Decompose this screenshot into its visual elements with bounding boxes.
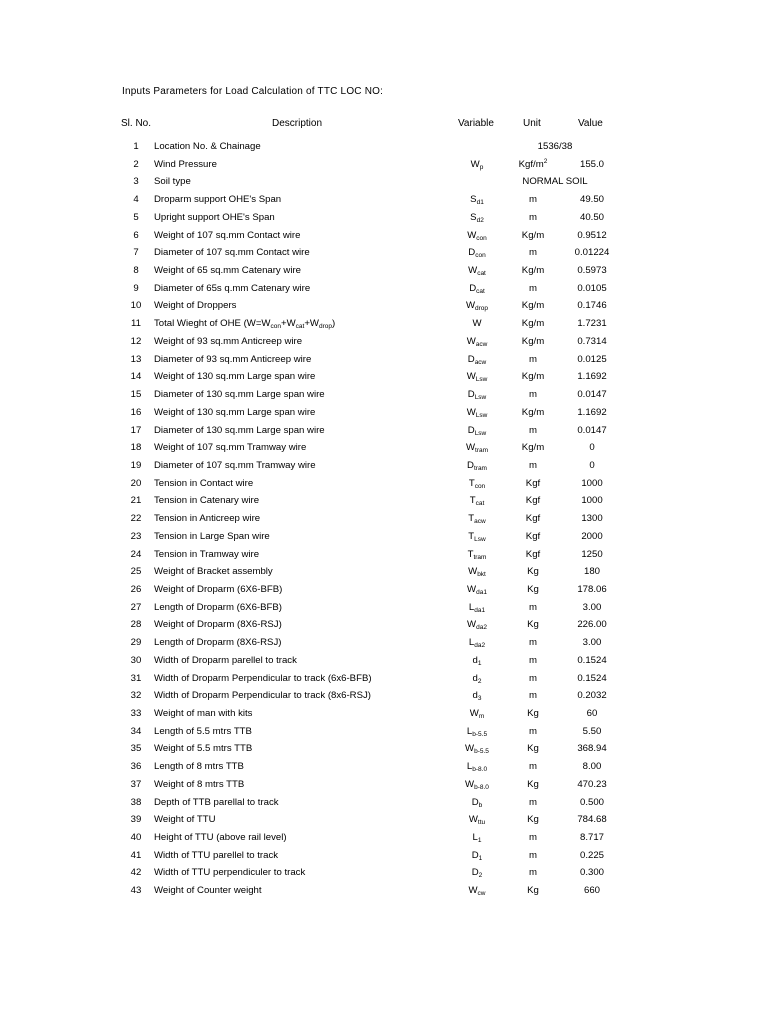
row-unit: Kgf: [525, 530, 541, 542]
table-row: [0, 705, 768, 723]
row-variable: $d_3$: [472, 690, 482, 703]
row-value: 8.717: [579, 832, 604, 844]
row-description: Height of TTU (above rail level): [154, 832, 287, 844]
row-value: 155.0: [579, 158, 604, 170]
row-sl-no: 23: [130, 530, 142, 542]
table-row: [0, 156, 768, 174]
row-value: 0.01224: [574, 247, 610, 259]
row-value: 1.1692: [577, 371, 607, 383]
row-variable: $W_{Lsw}$: [466, 406, 488, 419]
table-row: [0, 634, 768, 652]
row-sl-no: 5: [133, 211, 139, 223]
row-variable: $L_{b-8.0}$: [466, 761, 488, 774]
table-row: [0, 244, 768, 262]
row-description: Weight of Counter weight: [154, 885, 262, 897]
row-variable: $L_{da1}$: [468, 601, 486, 614]
row-variable: $W_{tram}$: [465, 442, 489, 455]
row-variable: $W_{cw}$: [468, 885, 486, 898]
row-unit: Kg: [527, 814, 539, 826]
row-value: 660: [583, 885, 600, 897]
row-variable: $D_{acw}$: [467, 353, 487, 366]
row-unit: m: [529, 725, 537, 737]
table-row: [0, 404, 768, 422]
row-unit: Kg: [527, 708, 539, 719]
table-row: [0, 882, 768, 900]
table-row: [0, 652, 768, 670]
row-variable: $d_2$: [472, 672, 482, 685]
row-sl-no: 6: [133, 229, 139, 241]
row-unit: Kg/m: [521, 371, 545, 383]
row-unit: m: [529, 247, 537, 259]
row-value: 0.300: [579, 867, 604, 879]
row-description: Length of Droparm (6X6-BFB): [154, 601, 282, 613]
header-value: Value: [578, 118, 603, 129]
row-description: Length of Droparm (8X6-RSJ): [154, 637, 282, 649]
row-description: Diameter of 107 sq.mm Tramway wire: [154, 459, 316, 471]
row-unit: m: [529, 654, 537, 666]
row-description: Weight of Droparm (6X6-BFB): [154, 583, 283, 595]
row-sl-no: 13: [130, 353, 142, 365]
row-description: Depth of TTB parellal to track: [154, 796, 279, 808]
table-row: [0, 475, 768, 493]
row-unit: m: [529, 761, 537, 773]
table-row: [0, 262, 768, 280]
row-variable: $D_{Lsw}$: [467, 389, 487, 402]
table-row: [0, 581, 768, 599]
row-unit: Kg: [527, 619, 539, 631]
row-value: 0.500: [579, 796, 604, 808]
row-value: 0.0105: [577, 282, 607, 294]
row-description: Weight of Droparm (8X6-RSJ): [154, 619, 282, 631]
row-sl-no: 20: [130, 477, 142, 489]
table-row: [0, 209, 768, 227]
row-unit: Kgf: [525, 495, 541, 507]
header-variable: Variable: [458, 118, 494, 129]
row-description: Diameter of 65s q.mm Catenary wire: [154, 282, 311, 294]
table-row: [0, 315, 768, 333]
row-sl-no: 2: [133, 158, 139, 170]
row-sl-no: 1: [133, 141, 139, 152]
row-unit: Kg: [527, 778, 539, 790]
row-description: Weight of 107 sq.mm Contact wire: [154, 229, 301, 241]
row-variable: $d_1$: [472, 654, 482, 667]
row-sl-no: 30: [130, 654, 142, 666]
row-value: 470.23: [577, 778, 607, 790]
row-description: Tension in Tramway wire: [154, 548, 260, 560]
row-unit: m: [529, 637, 537, 649]
row-sl-no: 36: [130, 761, 142, 773]
row-description: Weight of Droppers: [154, 300, 237, 312]
row-variable: $W_{cat}$: [468, 265, 486, 278]
row-unit: Kgf: [525, 513, 541, 525]
table-row: [0, 297, 768, 315]
row-value: 2000: [581, 530, 603, 542]
row-sl-no: 4: [133, 194, 139, 206]
row-sl-no: 25: [130, 566, 142, 578]
row-description: Diameter of 130 sq.mm Large span wire: [154, 424, 325, 436]
table-row: [0, 227, 768, 245]
table-row: [0, 794, 768, 812]
row-value: 0.0147: [577, 389, 607, 401]
row-value: NORMAL SOIL: [522, 176, 588, 188]
row-value: 180: [583, 566, 600, 578]
row-variable: $W_{con}$: [467, 229, 487, 242]
row-value: 0.1524: [577, 672, 607, 684]
row-sl-no: 28: [130, 619, 142, 631]
row-variable: $L_{da2}$: [468, 637, 486, 650]
row-description: Soil type: [154, 176, 191, 188]
row-value: 5.50: [582, 725, 602, 737]
row-value: 1000: [581, 477, 603, 489]
row-sl-no: 32: [130, 690, 142, 702]
row-value: 178.06: [577, 583, 607, 595]
row-sl-no: 33: [130, 708, 142, 719]
row-description: Diameter of 107 sq.mm Contact wire: [154, 247, 310, 259]
row-unit: Kg/m: [521, 442, 545, 454]
row-description: Droparm support OHE's Span: [154, 194, 282, 206]
row-unit: m: [529, 849, 537, 861]
row-sl-no: 24: [130, 548, 142, 560]
row-unit: Kgf/$m^2$: [518, 157, 548, 170]
row-description: Weight of Bracket assembly: [154, 566, 273, 578]
table-row: [0, 563, 768, 581]
row-variable: $W_p$: [470, 158, 484, 171]
table-row: [0, 457, 768, 475]
row-sl-no: 15: [130, 389, 142, 401]
row-sl-no: 14: [130, 371, 142, 383]
row-sl-no: 9: [133, 282, 139, 294]
header-unit: Unit: [523, 118, 541, 129]
row-description: Length of 5.5 mtrs TTB: [154, 725, 252, 737]
table-row: [0, 776, 768, 794]
row-description: Weight of 93 sq.mm Anticreep wire: [154, 335, 303, 347]
row-value: 3.00: [582, 601, 602, 613]
row-variable: $D_{con}$: [468, 247, 486, 260]
row-variable: $W_{da1}$: [467, 583, 487, 596]
row-value: 1.7231: [577, 318, 607, 330]
row-sl-no: 26: [130, 583, 142, 595]
row-value: 49.50: [579, 194, 604, 206]
row-unit: m: [529, 672, 537, 684]
row-unit: m: [529, 353, 537, 365]
table-row: [0, 546, 768, 564]
table-row: [0, 758, 768, 776]
row-sl-no: 17: [130, 424, 142, 436]
table-row: [0, 829, 768, 847]
row-variable: $D_{cat}$: [469, 282, 485, 295]
page-title: Inputs Parameters for Load Calculation of TTC LOC NO:: [122, 86, 384, 97]
row-sl-no: 43: [130, 885, 142, 897]
row-value: 60: [586, 708, 598, 719]
row-description: Tension in Large Span wire: [154, 530, 270, 542]
row-variable: $T_{Lsw}$: [468, 530, 486, 543]
row-variable: $W_m$: [469, 708, 485, 720]
row-unit: m: [529, 459, 537, 471]
table-row: [0, 599, 768, 617]
row-unit: m: [529, 389, 537, 401]
row-description: Location No. & Chainage: [154, 141, 261, 152]
row-description: Width of Droparm Perpendicular to track (6x6-BFB): [154, 672, 372, 684]
row-unit: Kg/m: [521, 406, 545, 418]
row-sl-no: 3: [133, 176, 139, 188]
row-sl-no: 35: [130, 743, 142, 755]
row-description: Weight of 8 mtrs TTB: [154, 778, 245, 790]
table-row: [0, 191, 768, 209]
row-variable: $W_{b-8.0}$: [465, 778, 489, 791]
row-sl-no: 19: [130, 459, 142, 471]
row-value: 1.1692: [577, 406, 607, 418]
table-row: [0, 740, 768, 758]
row-description: Width of Droparm parellel to track: [154, 654, 297, 666]
row-value: 0.0125: [577, 353, 607, 365]
row-unit: Kg/m: [521, 300, 545, 312]
row-unit: m: [529, 424, 537, 436]
row-unit: Kg: [527, 885, 539, 897]
row-unit: Kg: [527, 566, 539, 578]
table-row: [0, 138, 768, 156]
table-row: [0, 351, 768, 369]
row-variable: $T_{con}$: [468, 477, 486, 490]
table-row: [0, 616, 768, 634]
row-value: 0.225: [579, 849, 604, 861]
row-description: Weight of 130 sq.mm Large span wire: [154, 406, 316, 418]
row-description: Width of TTU perpendiculer to track: [154, 867, 306, 879]
row-description: Tension in Catenary wire: [154, 495, 260, 507]
row-variable: $W_{acw}$: [466, 335, 488, 348]
row-description: Width of Droparm Perpendicular to track (8x6-RSJ): [154, 690, 371, 702]
table-row: [0, 528, 768, 546]
row-description: Total Wieght of OHE $(W=W_{con}+W_{cat}+W_{drop})$: [154, 318, 336, 331]
row-unit: Kgf: [525, 548, 541, 560]
row-description: Diameter of 93 sq.mm Anticreep wire: [154, 353, 312, 365]
row-variable: $S_{d1}$: [470, 194, 484, 207]
row-description: Tension in Contact wire: [154, 477, 254, 489]
row-unit: m: [529, 211, 537, 223]
row-value: 0.5973: [577, 265, 607, 277]
header-sl-no: Sl. No.: [121, 118, 152, 129]
row-variable: $T_{acw}$: [468, 513, 486, 526]
row-value: 0: [589, 442, 595, 454]
row-sl-no: 27: [130, 601, 142, 613]
row-unit: Kg/m: [521, 335, 545, 347]
row-sl-no: 40: [130, 832, 142, 844]
row-description: Weight of 65 sq.mm Catenary wire: [154, 265, 301, 277]
row-variable: $L_1$: [472, 832, 482, 845]
row-description: Upright support OHE's Span: [154, 211, 275, 223]
table-row: [0, 173, 768, 191]
row-variable: $W_{drop}$: [465, 300, 489, 313]
row-value: 0.2032: [577, 690, 607, 702]
row-sl-no: 8: [133, 265, 139, 277]
row-sl-no: 11: [131, 318, 141, 330]
row-description: Length of 8 mtrs TTB: [154, 761, 244, 773]
row-value: 1250: [581, 548, 603, 560]
row-description: Weight of 130 sq.mm Large span wire: [154, 371, 316, 383]
row-description: Weight of TTU: [154, 814, 216, 826]
row-unit: m: [529, 796, 537, 808]
row-variable: $S_{d2}$: [470, 211, 484, 224]
row-unit: Kg/m: [521, 318, 545, 330]
row-sl-no: 10: [130, 300, 142, 312]
row-sl-no: 12: [130, 335, 142, 347]
row-unit: m: [529, 690, 537, 702]
row-value: 0.7314: [577, 335, 607, 347]
row-unit: m: [529, 867, 537, 879]
row-sl-no: 37: [130, 778, 142, 790]
row-variable: $D_{Lsw}$: [467, 424, 487, 437]
row-description: Weight of 107 sq.mm Tramway wire: [154, 442, 307, 454]
row-sl-no: 18: [130, 442, 142, 454]
table-row: [0, 439, 768, 457]
table-row: [0, 492, 768, 510]
row-value: 0.1524: [577, 654, 607, 666]
row-value: 368.94: [577, 743, 607, 755]
row-sl-no: 34: [130, 725, 142, 737]
table-row: [0, 368, 768, 386]
row-description: Weight of 5.5 mtrs TTB: [154, 743, 253, 755]
row-value: 784.68: [577, 814, 607, 826]
row-value: 1300: [581, 513, 603, 525]
row-sl-no: 21: [130, 495, 142, 507]
header-description: Description: [272, 118, 323, 129]
table-row: [0, 811, 768, 829]
row-sl-no: 41: [130, 849, 142, 861]
row-variable: W: [472, 318, 482, 330]
row-variable: $D_{tram}$: [467, 459, 487, 472]
row-unit: m: [529, 601, 537, 613]
row-value: 8.00: [582, 761, 602, 773]
row-value: 3.00: [582, 637, 602, 649]
row-variable: $W_{b-5.5}$: [465, 743, 489, 756]
row-value: 1000: [581, 495, 603, 507]
row-unit: Kg/m: [521, 229, 545, 241]
row-value: 40.50: [579, 211, 604, 223]
row-variable: $D_b$: [471, 796, 483, 809]
row-sl-no: 22: [130, 513, 142, 525]
row-sl-no: 38: [130, 796, 142, 808]
row-sl-no: 39: [130, 814, 142, 826]
row-sl-no: 42: [130, 867, 142, 879]
row-variable: $T_{tram}$: [467, 548, 487, 561]
table-row: [0, 670, 768, 688]
row-unit: Kg/m: [521, 265, 545, 277]
row-value: 0: [589, 459, 595, 471]
row-unit: Kg: [527, 583, 539, 595]
row-value: 0.1746: [577, 300, 607, 312]
row-variable: $W_{ttu}$: [468, 814, 486, 827]
row-variable: $T_{cat}$: [469, 495, 485, 508]
row-variable: $D_1$: [471, 849, 483, 862]
row-unit: Kg: [527, 743, 539, 755]
row-unit: m: [529, 282, 537, 294]
row-value: 0.0147: [577, 424, 607, 436]
row-sl-no: 29: [130, 637, 142, 649]
table-row: [0, 864, 768, 882]
row-sl-no: 16: [130, 406, 142, 418]
row-description: Tension in Anticreep wire: [154, 513, 261, 525]
table-row: [0, 280, 768, 298]
row-description: Weight of man with kits: [154, 708, 253, 719]
row-description: Width of TTU parellel to track: [154, 849, 279, 861]
row-variable: $D_2$: [471, 867, 483, 880]
row-variable: $W_{bkt}$: [468, 566, 486, 579]
row-variable: $W_{da2}$: [467, 619, 487, 632]
table-row: [0, 847, 768, 865]
row-unit: m: [529, 194, 537, 206]
row-variable: $L_{b-5.5}$: [466, 725, 488, 738]
row-unit: m: [529, 832, 537, 844]
table-row: [0, 723, 768, 741]
row-sl-no: 7: [133, 247, 139, 259]
table-row: [0, 687, 768, 705]
row-value: 0.9512: [577, 229, 607, 241]
row-unit: Kgf: [525, 477, 541, 489]
row-description: Wind Pressure: [154, 158, 217, 170]
table-row: [0, 510, 768, 528]
row-value: 226.00: [577, 619, 607, 631]
table-row: [0, 422, 768, 440]
row-variable: $W_{Lsw}$: [466, 371, 488, 384]
row-description: Diameter of 130 sq.mm Large span wire: [154, 389, 325, 401]
table-row: [0, 333, 768, 351]
row-value: 1536/38: [537, 141, 573, 152]
parameter-table: [0, 138, 768, 900]
table-row: [0, 386, 768, 404]
row-sl-no: 31: [130, 672, 142, 684]
